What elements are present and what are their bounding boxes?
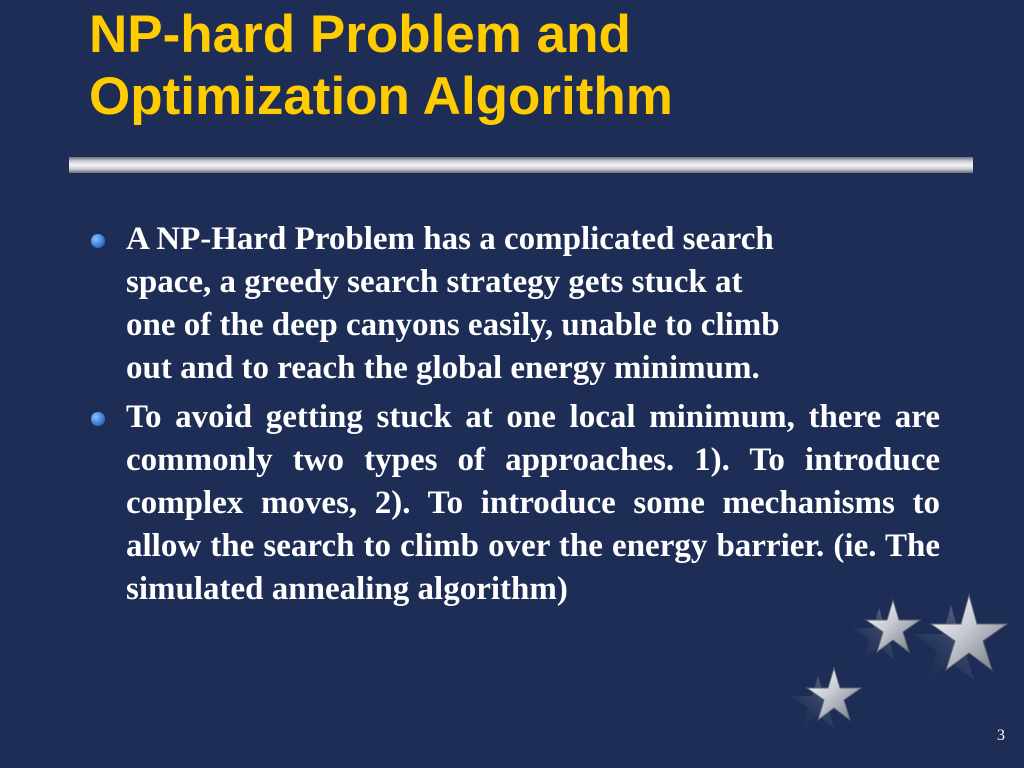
bullet-dot-icon: [91, 412, 105, 426]
bullet-list: [88, 218, 940, 617]
title-line-1: NP-hard Problem and: [89, 5, 631, 64]
bullet-line: out and to reach the global energy minimum.: [126, 350, 760, 386]
bullet-item: [88, 218, 940, 390]
star-icon: [791, 668, 861, 728]
bullet-item: [88, 396, 940, 611]
slide-title: [89, 4, 949, 128]
bullet-line: A NP-Hard Problem has a complicated search: [126, 221, 774, 257]
title-divider: [69, 157, 973, 173]
bullet-text: To avoid getting stuck at one local minimum, there are commonly two types of approaches. 1). To introduce complex moves, 2). To introduce some mechanisms to allow the search to climb over the energy barrier. (ie. The simulated annealing algorithm): [126, 399, 940, 607]
bullet-line: space, a greedy search strategy gets stuck at: [126, 264, 743, 300]
bullet-text: [126, 218, 940, 390]
bullet-dot-icon: [91, 234, 105, 248]
page-number: 3: [997, 727, 1005, 744]
title-line-2: Optimization Algorithm: [89, 67, 673, 126]
bullet-line: one of the deep canyons easily, unable to climb: [126, 307, 780, 343]
